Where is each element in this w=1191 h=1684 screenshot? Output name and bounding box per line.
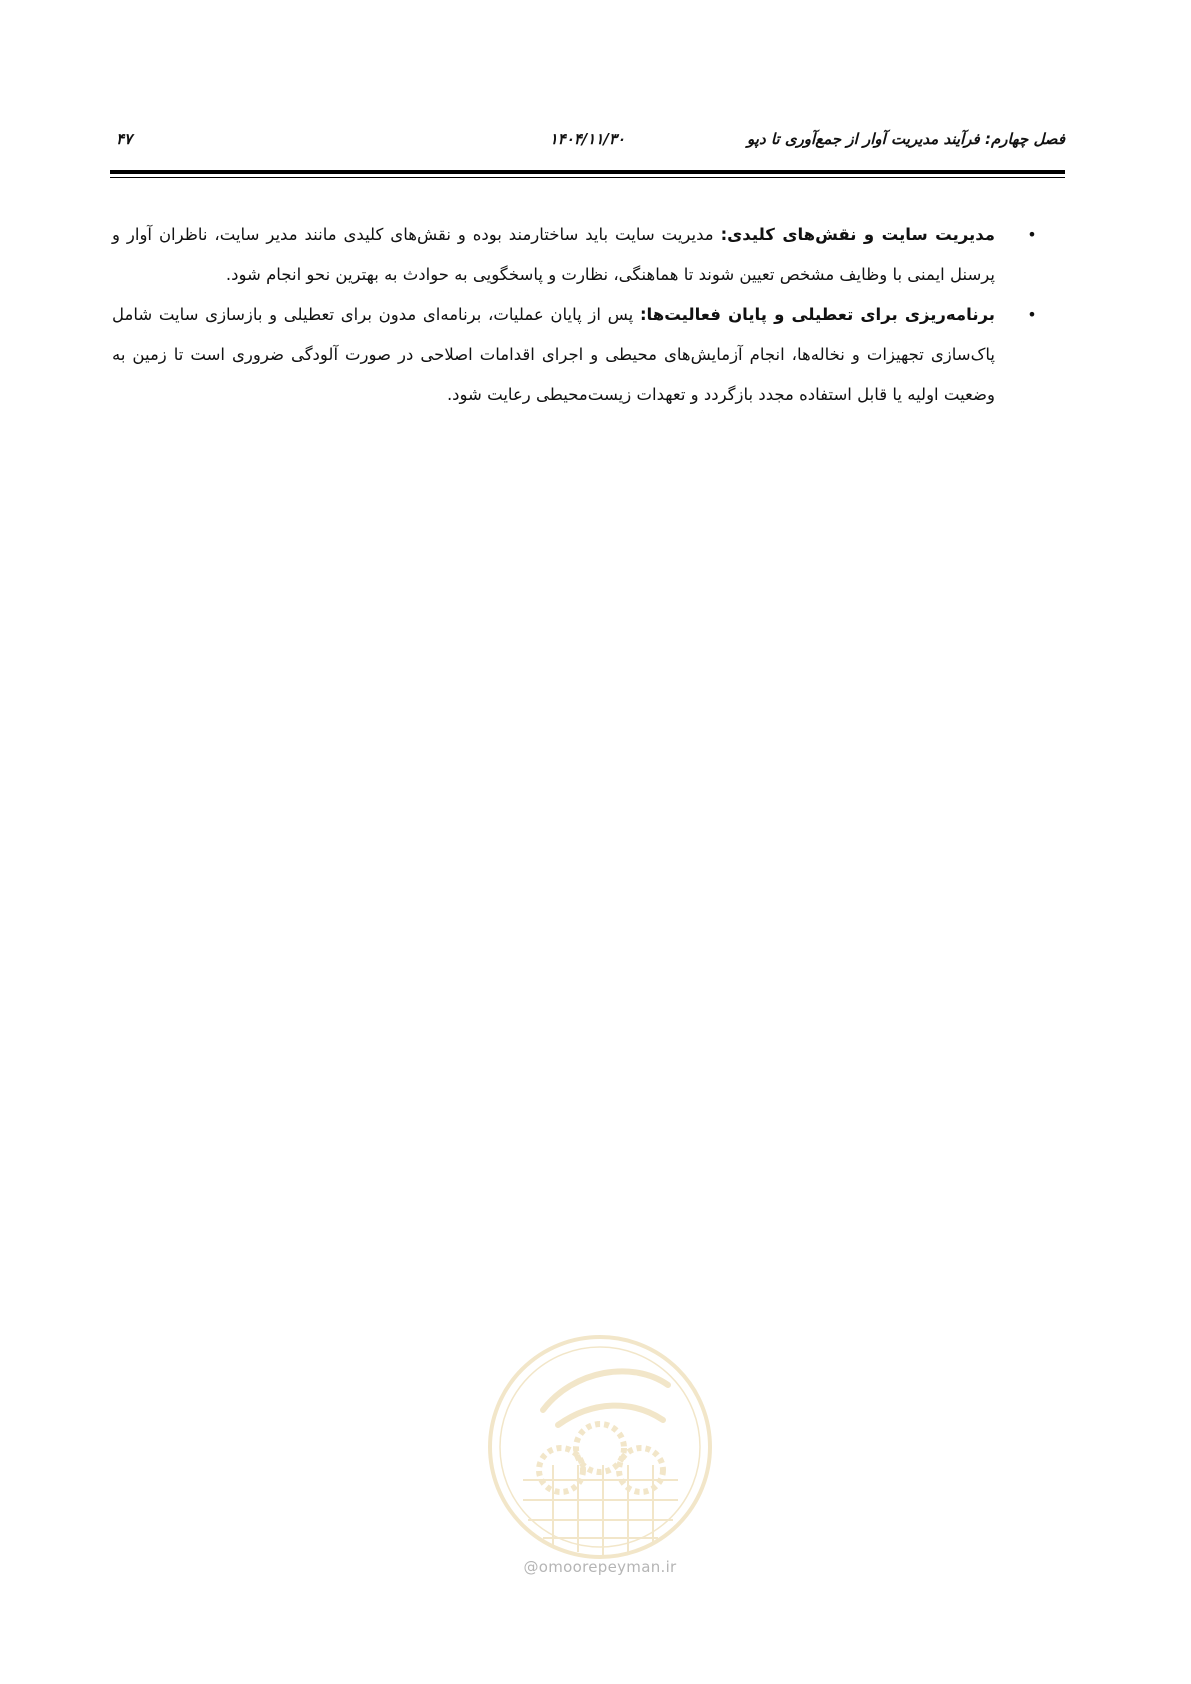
list-item bbox=[112, 215, 1042, 295]
header-rule-thick bbox=[110, 170, 1065, 174]
bullet-text: مدیریت سایت باید ساختارمند بوده و نقش‌های کلیدی مانند مدیر سایت، ناظران آوار و پرسنل ایمنی با وظایف مشخص تعیین شوند تا هماهنگی، نظارت و پاسخگویی به حوادث به بهترین نحو انجام شود. bbox=[112, 225, 995, 284]
watermark-url: @omoorepeyman.ir bbox=[523, 1558, 677, 1576]
chapter-title: فصل چهارم: فرآیند مدیریت آوار از جمع‌آوری تا دپو bbox=[747, 130, 1065, 148]
list-item bbox=[112, 295, 1042, 415]
bullet-paragraph bbox=[112, 215, 995, 295]
header-rule-thin bbox=[110, 177, 1065, 178]
watermark-logo bbox=[483, 1330, 718, 1565]
body-content bbox=[112, 215, 1042, 415]
bullet-text: پس از پایان عملیات، برنامه‌ای مدون برای تعطیلی و بازسازی سایت شامل پاک‌سازی تجهیزات و نخاله‌ها، انجام آزمایش‌های محیطی و اجرای اقدامات اصلاحی در صورت آلودگی ضروری است تا زمین به وضعیت اولیه یا قابل استفاده مجدد بازگردد و تعهدات زیست‌محیطی رعایت شود. bbox=[112, 305, 995, 404]
bullet-lead: برنامه‌ریزی برای تعطیلی و پایان فعالیت‌ها: bbox=[639, 305, 995, 324]
bullet-list bbox=[112, 215, 1042, 415]
bullet-lead: مدیریت سایت و نقش‌های کلیدی: bbox=[720, 225, 995, 244]
bullet-paragraph bbox=[112, 295, 995, 415]
running-header bbox=[110, 130, 1065, 154]
header-date: ۱۴۰۴/۱۱/۳۰ bbox=[549, 130, 625, 148]
bullet-icon: • bbox=[1027, 305, 1037, 324]
page-number: ۴۷ bbox=[116, 130, 133, 148]
bullet-icon: • bbox=[1027, 225, 1037, 244]
